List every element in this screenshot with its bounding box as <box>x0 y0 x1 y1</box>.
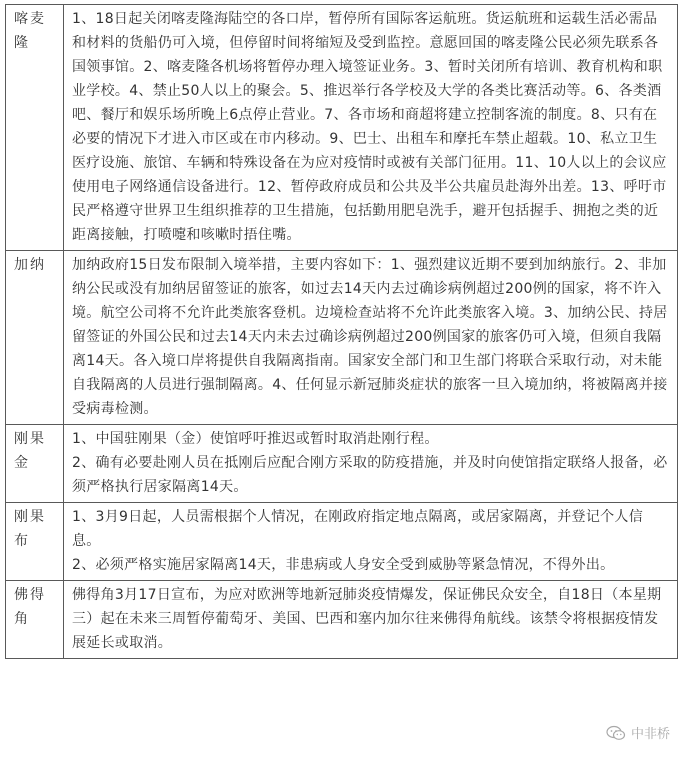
table-row <box>6 251 678 425</box>
policy-paragraph: 1、中国驻刚果（金）使馆呼吁推迟或暂时取消赴刚行程。 <box>72 431 439 447</box>
policy-paragraph: 2、确有必要赴刚人员在抵刚后应配合刚方采取的防疫措施，并及时向使馆指定联络人报备，必须严格执行居家隔离14天。 <box>72 455 668 495</box>
policy-paragraph: 2、必须严格实施居家隔离14天，非患病或人身安全受到威胁等紧急情况，不得外出。 <box>72 557 615 573</box>
table-row <box>6 581 678 659</box>
country-name: 喀麦隆 <box>6 5 64 251</box>
table-row <box>6 503 678 581</box>
country-name: 佛得角 <box>6 581 64 659</box>
policy-content <box>64 581 678 659</box>
policy-paragraph: 1、3月9日起，人员需根据个人情况，在刚政府指定地点隔离，或居家隔离，并登记个人信息。 <box>72 509 644 549</box>
table-row <box>6 5 678 251</box>
country-name: 刚果布 <box>6 503 64 581</box>
watermark <box>606 723 670 742</box>
country-name: 加纳 <box>6 251 64 425</box>
policy-content <box>64 503 678 581</box>
policy-paragraph: 佛得角3月17日宣布，为应对欧洲等地新冠肺炎疫情爆发，保证佛民众安全，自18日（本星期三）起在未来三周暂停葡萄牙、美国、巴西和塞内加尔往来佛得角航线。该禁令将根据疫情发展延长或取消。 <box>72 587 662 651</box>
country-policy-table <box>5 4 678 659</box>
policy-paragraph: 加纳政府15日发布限制入境举措，主要内容如下：1、强烈建议近期不要到加纳旅行。2、非加纳公民或没有加纳居留签证的旅客，如过去14天内去过确诊病例超过200例的国家，将不许入境。航空公司将不允许此类旅客登机。边境检查站将不允许此类旅客入境。3、加纳公民、持居留签证的外国公民和过去14天内未去过确诊病例超过200例国家的旅客仍可入境，但须自我隔离14天。各入境口岸将提供自我隔离指南。国家安全部门和卫生部门将联合采取行动，对未能自我隔离的人员进行强制隔离。4、任何显示新冠肺炎症状的旅客一旦入境加纳，将被隔离并接受病毒检测。 <box>72 257 668 417</box>
policy-content <box>64 5 678 251</box>
policy-content <box>64 251 678 425</box>
policy-content <box>64 425 678 503</box>
country-name: 刚果金 <box>6 425 64 503</box>
watermark-text: 中非桥 <box>630 727 670 742</box>
wechat-icon <box>606 725 626 741</box>
table-row <box>6 425 678 503</box>
policy-paragraph: 1、18日起关闭喀麦隆海陆空的各口岸，暂停所有国际客运航班。货运航班和运载生活必需品和材料的货船仍可入境，但停留时间将缩短及受到监控。意愿回国的喀麦隆公民必须先联系各国领事馆。2、喀麦隆各机场将暂停办理入境签证业务。3、暂时关闭所有培训、教育机构和职业学校。4、禁止50人以上的聚会。5、推迟举行各学校及大学的各类比赛活动等。6、各类酒吧、餐厅和娱乐场所晚上6点停止营业。7、各市场和商超将建立控制客流的制度。8、只有在必要的情况下才进入市区或在市内移动。9、巴士、出租车和摩托车禁止超载。10、私立卫生医疗设施、旅馆、车辆和特殊设备在为应对疫情时或被有关部门征用。11、10人以上的会议应使用电子网络通信设备进行。12、暂停政府成员和公共及半公共雇员赴海外出差。13、呼吁市民严格遵守世界卫生组织推荐的卫生措施，包括勤用肥皂洗手，避开包括握手、拥抱之类的近距离接触，打喷嚏和咳嗽时捂住嘴。 <box>72 11 667 243</box>
